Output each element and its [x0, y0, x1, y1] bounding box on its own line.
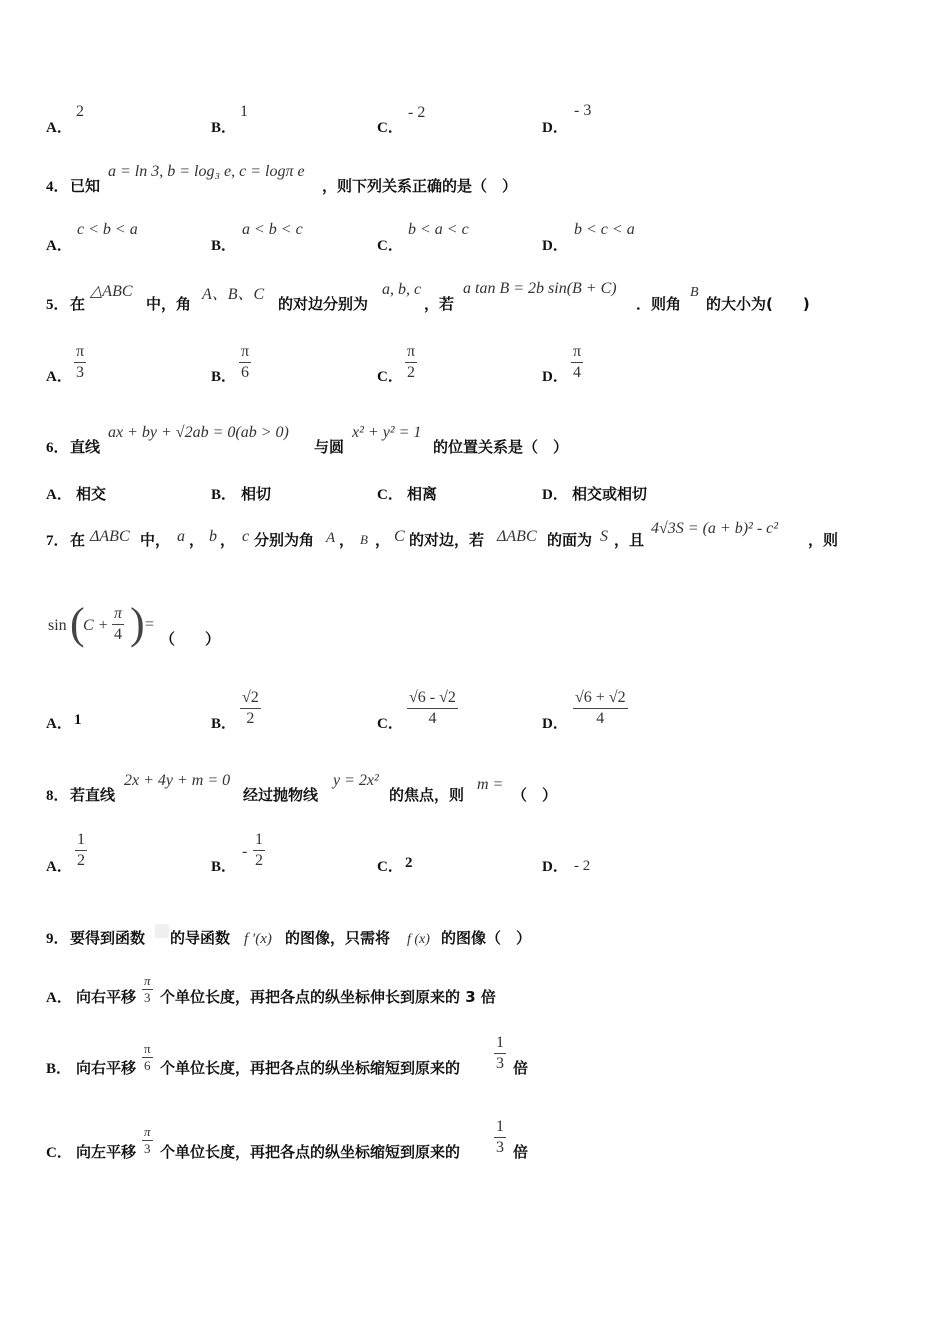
question-number: 9． [46, 931, 69, 947]
option-label: A． [46, 990, 72, 1006]
question-text: ， [375, 531, 391, 549]
option-label: D． [542, 859, 568, 875]
option-label: B． [211, 859, 237, 875]
option-label: C． [377, 716, 403, 732]
option-label: C． [377, 120, 403, 136]
option-label: B． [211, 238, 237, 254]
formula: f (x) [407, 932, 430, 947]
formula: c [242, 528, 250, 545]
option-value: 相交 [76, 485, 107, 503]
question-text: 在 [70, 531, 86, 549]
formula: a tan B = 2b sin(B + C) [463, 280, 617, 297]
question-number: 7． [46, 533, 69, 549]
option-label: C． [377, 238, 403, 254]
question-text: 的对边，若 [409, 531, 485, 549]
option-text: 个单位长度，再把各点的纵坐标缩短到原来的 [160, 1143, 461, 1161]
option-label: D． [542, 487, 568, 503]
option-label: A． [46, 120, 72, 136]
option-text: 个单位长度，再把各点的纵坐标伸长到原来的 3 倍 [160, 988, 496, 1006]
sin-text: sin [48, 617, 67, 634]
question-text: 直线 [70, 438, 101, 456]
option-value: 2 [76, 103, 84, 120]
formula: B [690, 285, 699, 300]
formula: A [326, 530, 336, 546]
option-label: B． [211, 716, 237, 732]
option-text: 个单位长度，再把各点的纵坐标缩短到原来的 [160, 1059, 461, 1077]
option-value: - 3 [574, 102, 592, 119]
option-value: b < a < c [408, 221, 469, 238]
option-text: 倍 [513, 1143, 529, 1161]
question-text: 的大小为( ) [706, 295, 810, 313]
option-value: 2 [405, 855, 413, 871]
formula: 4√3S = (a + b)² - c² [651, 520, 779, 537]
formula: S [600, 528, 608, 545]
formula: a = ln 3, b = log₃ e, c = logπ e [108, 163, 305, 180]
formula: ΔABC [497, 528, 537, 545]
question-text: ， [189, 531, 205, 549]
question-text: 的面为 [547, 531, 593, 549]
option-value: c < b < a [77, 221, 138, 238]
option-value: b < c < a [574, 221, 635, 238]
question-text: 分别为角 [254, 531, 315, 549]
formula: △ABC [90, 283, 133, 300]
option-fraction: $\frac{√6 + √2}{4}$ [575, 689, 626, 727]
formula: ΔABC [90, 528, 130, 545]
option-value: 1 [240, 103, 248, 120]
paren-open: ( [70, 599, 85, 648]
question-text: 中， [140, 531, 171, 549]
formula: 2x + 4y + m = 0 [124, 772, 231, 789]
option-label: D． [542, 716, 568, 732]
question-text: ，则 [808, 531, 839, 549]
option-label: D． [542, 238, 568, 254]
option-text: 倍 [513, 1059, 529, 1077]
option-label: A． [46, 487, 72, 503]
question-text: 的图像，只需将 [285, 929, 391, 947]
option-label: B． [211, 369, 237, 385]
pi-over-four: $\frac{\pi}{4}$ [114, 605, 123, 643]
option-label: A． [46, 859, 72, 875]
option-fraction: $\frac{1}{2}$ [255, 831, 263, 869]
option-label: C． [46, 1145, 72, 1161]
option-label: C． [377, 859, 403, 875]
question-text: ．则角 [636, 295, 682, 313]
option-text: 向左平移 [76, 1143, 137, 1161]
option-fraction: $\frac{1}{2}$ [77, 831, 85, 869]
question-number: 6． [46, 440, 69, 456]
option-value: 相切 [241, 485, 272, 503]
formula: ax + by + √2ab = 0(ab > 0) [108, 424, 289, 441]
option-label: B． [211, 487, 237, 503]
question-text: 的位置关系是（ ） [433, 438, 569, 456]
option-label: C． [377, 487, 403, 503]
option-fraction: $\frac{1}{3}$ [496, 1118, 504, 1156]
formula: C [394, 528, 405, 545]
option-text: 向右平移 [76, 988, 137, 1006]
option-fraction: $\frac{√2}{2}$ [242, 689, 259, 727]
formula: f ′(x) [244, 931, 272, 947]
option-value: 相离 [407, 485, 438, 503]
option-fraction: $\frac{\pi}{3}$ [76, 343, 85, 381]
formula: y = 2x² [333, 772, 379, 789]
minus-sign: - [242, 843, 248, 860]
function-image [155, 924, 169, 938]
option-value: a < b < c [242, 221, 303, 238]
option-label: A． [46, 716, 72, 732]
option-fraction: $\frac{√6 - √2}{4}$ [409, 689, 456, 727]
formula: A、B、C [202, 286, 265, 303]
question-text: 与圆 [314, 438, 345, 456]
question-text: ， [339, 531, 355, 549]
equals-sign: = [145, 616, 155, 633]
question-text: 要得到函数 [70, 929, 146, 947]
formula: a, b, c [382, 281, 422, 298]
question-text: 若直线 [70, 786, 116, 804]
option-label: D． [542, 369, 568, 385]
option-value: 1 [74, 712, 82, 728]
question-text: 经过抛物线 [243, 786, 319, 804]
option-fraction: $\frac{\pi}{2}$ [407, 343, 416, 381]
question-number: 8． [46, 788, 69, 804]
formula: a [177, 528, 185, 545]
formula: b [209, 528, 217, 545]
question-text: 的图像（ ） [441, 929, 532, 947]
question-text: 在 [70, 295, 86, 313]
option-label: D． [542, 120, 568, 136]
question-number: 5． [46, 297, 69, 313]
option-label: A． [46, 369, 72, 385]
question-text: 的导函数 [170, 929, 231, 947]
question-text: 已知 [70, 177, 101, 195]
formula: x² + y² = 1 [352, 424, 422, 441]
formula: B [360, 532, 368, 547]
question-text: 中，角 [146, 295, 192, 313]
option-fraction: $\frac{\pi}{6}$ [144, 1041, 151, 1073]
formula: C + [83, 617, 109, 634]
option-fraction: $\frac{\pi}{3}$ [144, 973, 151, 1005]
question-text: （ ） [512, 786, 558, 804]
option-value: - 2 [408, 104, 426, 121]
answer-blank: （ ） [160, 630, 221, 648]
paren-close: ) [130, 599, 145, 648]
formula: m = [477, 776, 504, 793]
question-text: 的对边分别为 [278, 295, 369, 313]
question-number: 4． [46, 179, 69, 195]
option-label: A． [46, 238, 72, 254]
question-text: 的焦点，则 [389, 786, 465, 804]
question-text: ， [220, 531, 236, 549]
question-text: ，若 [424, 295, 455, 313]
option-value: 相交或相切 [572, 485, 648, 503]
option-value: - 2 [574, 858, 591, 874]
option-label: B． [211, 120, 237, 136]
option-text: 向右平移 [76, 1059, 137, 1077]
option-label: B． [46, 1061, 72, 1077]
option-fraction: $\frac{\pi}{4}$ [573, 343, 582, 381]
option-fraction: $\frac{\pi}{6}$ [241, 343, 250, 381]
option-fraction: $\frac{\pi}{3}$ [144, 1124, 151, 1156]
question-text: ，且 [614, 531, 645, 549]
question-text: ，则下列关系正确的是（ ） [322, 177, 518, 195]
option-fraction: $\frac{1}{3}$ [496, 1034, 504, 1072]
option-label: C． [377, 369, 403, 385]
